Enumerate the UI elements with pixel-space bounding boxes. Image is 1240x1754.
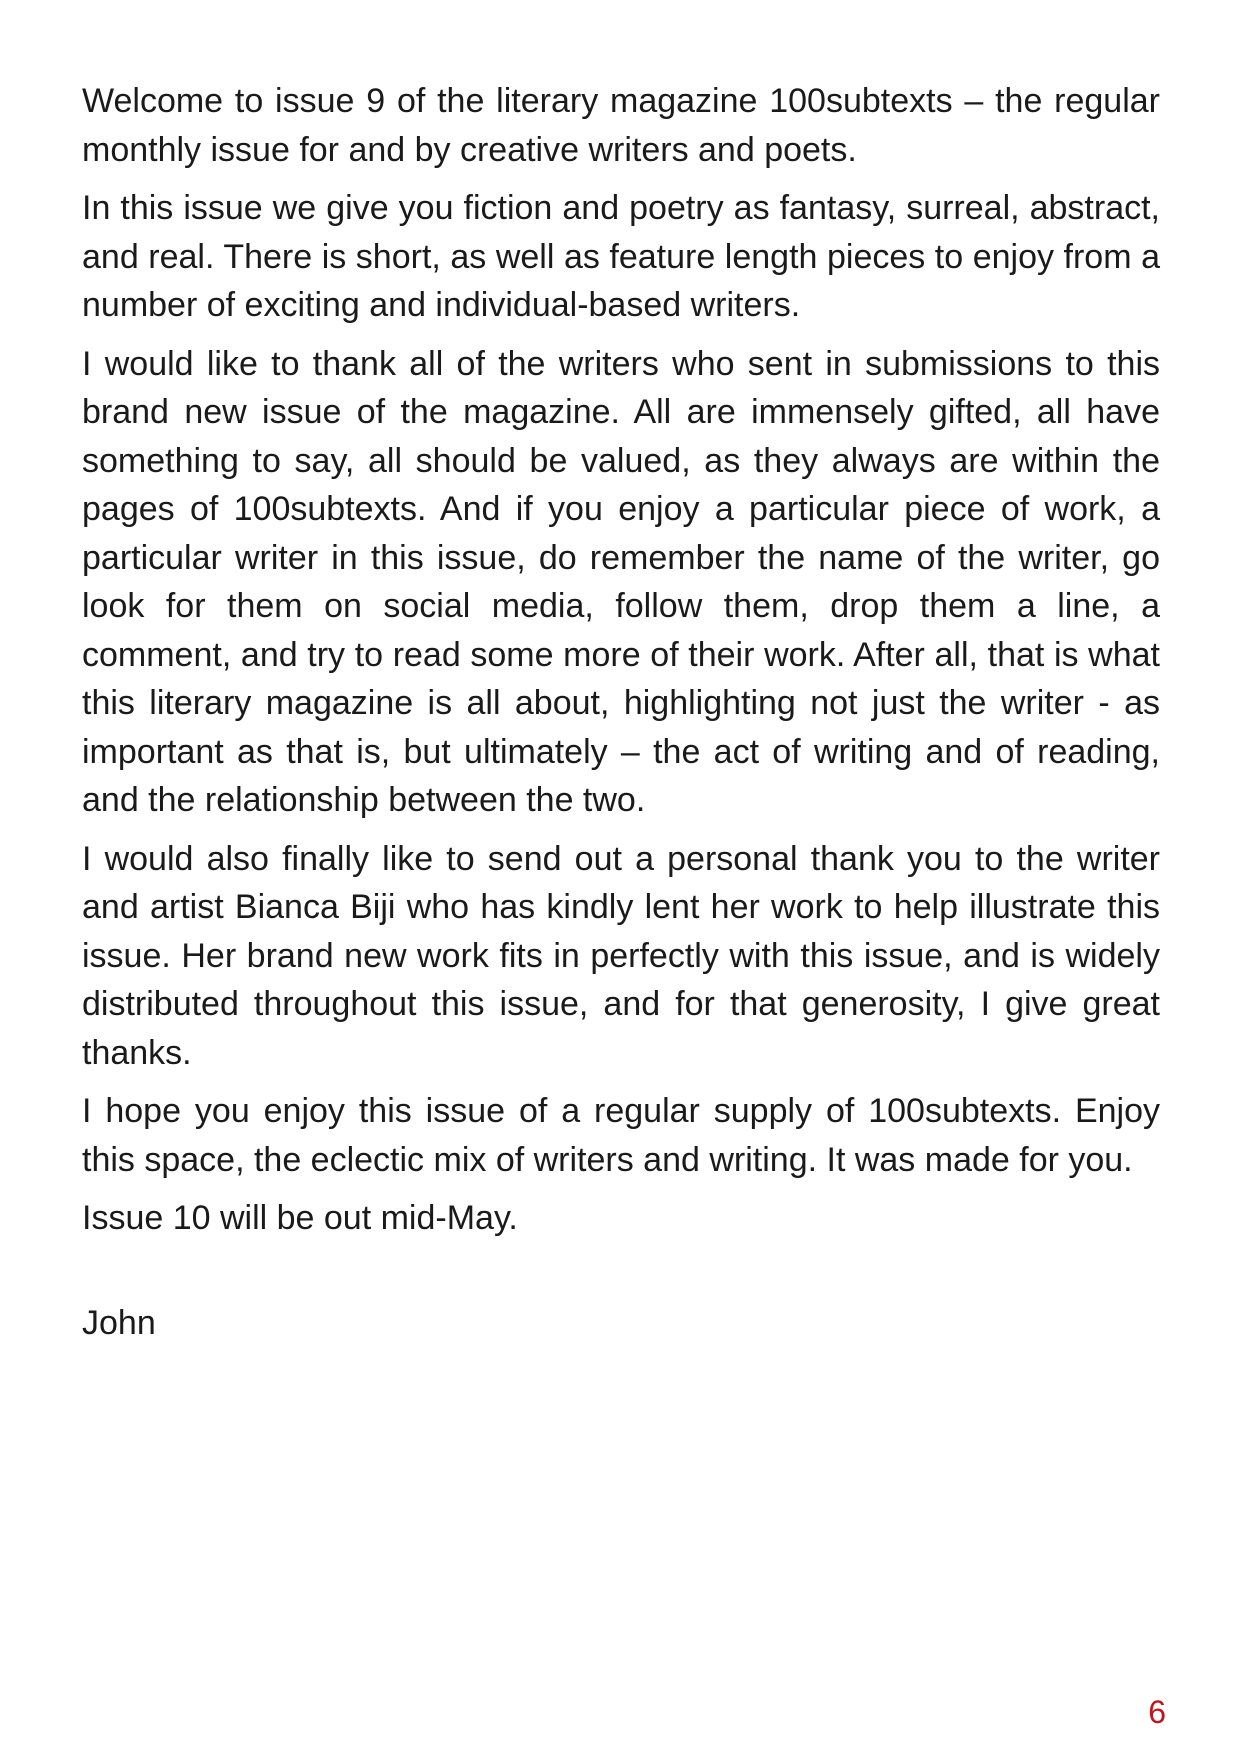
paragraph-thanks-writers: I would like to thank all of the writers who sent in submissions to this brand new issue of the magazine. All are immensely gifted, all have something to say, all should be valued, as they always are within the pages of 100subtexts. And if you enjoy a particular piece of work, a particular writer in this issue, do remember the name of the writer, go look for them on social media, follow them, drop them a line, a comment, and try to read some more of their work. After all, that is what this literary magazine is all about, highlighting not just the writer - as important as that is, but ultimately – the act of writing and of reading, and the relationship between the two. bbox=[82, 344, 1160, 819]
paragraph-next-issue: Issue 10 will be out mid-May. bbox=[82, 1199, 518, 1237]
editorial-body bbox=[82, 77, 1160, 1347]
paragraph-issue-contents: In this issue we give you fiction and poetry as fantasy, surreal, abstract, and real. There is short, as well as feature length pieces to enjoy from a number of exciting and individual-based writers. bbox=[82, 189, 1160, 324]
paragraph-thanks-artist: I would also finally like to send out a personal thank you to the writer and artist Bianca Biji who has kindly lent her work to help illustrate this issue. Her brand new work fits in perfectly with this issue, and is widely distributed throughout this issue, and for that generosity, I give great thanks. bbox=[82, 839, 1160, 1072]
paragraph-enjoy: I hope you enjoy this issue of a regular supply of 100subtexts. Enjoy this space, the eclectic mix of writers and writing. It was made for you. bbox=[82, 1092, 1160, 1179]
signature: John bbox=[82, 1303, 156, 1342]
page-number: 6 bbox=[1148, 1694, 1166, 1730]
paragraph-welcome: Welcome to issue 9 of the literary magazine 100subtexts – the regular monthly issue for and by creative writers and poets. bbox=[82, 82, 1160, 169]
